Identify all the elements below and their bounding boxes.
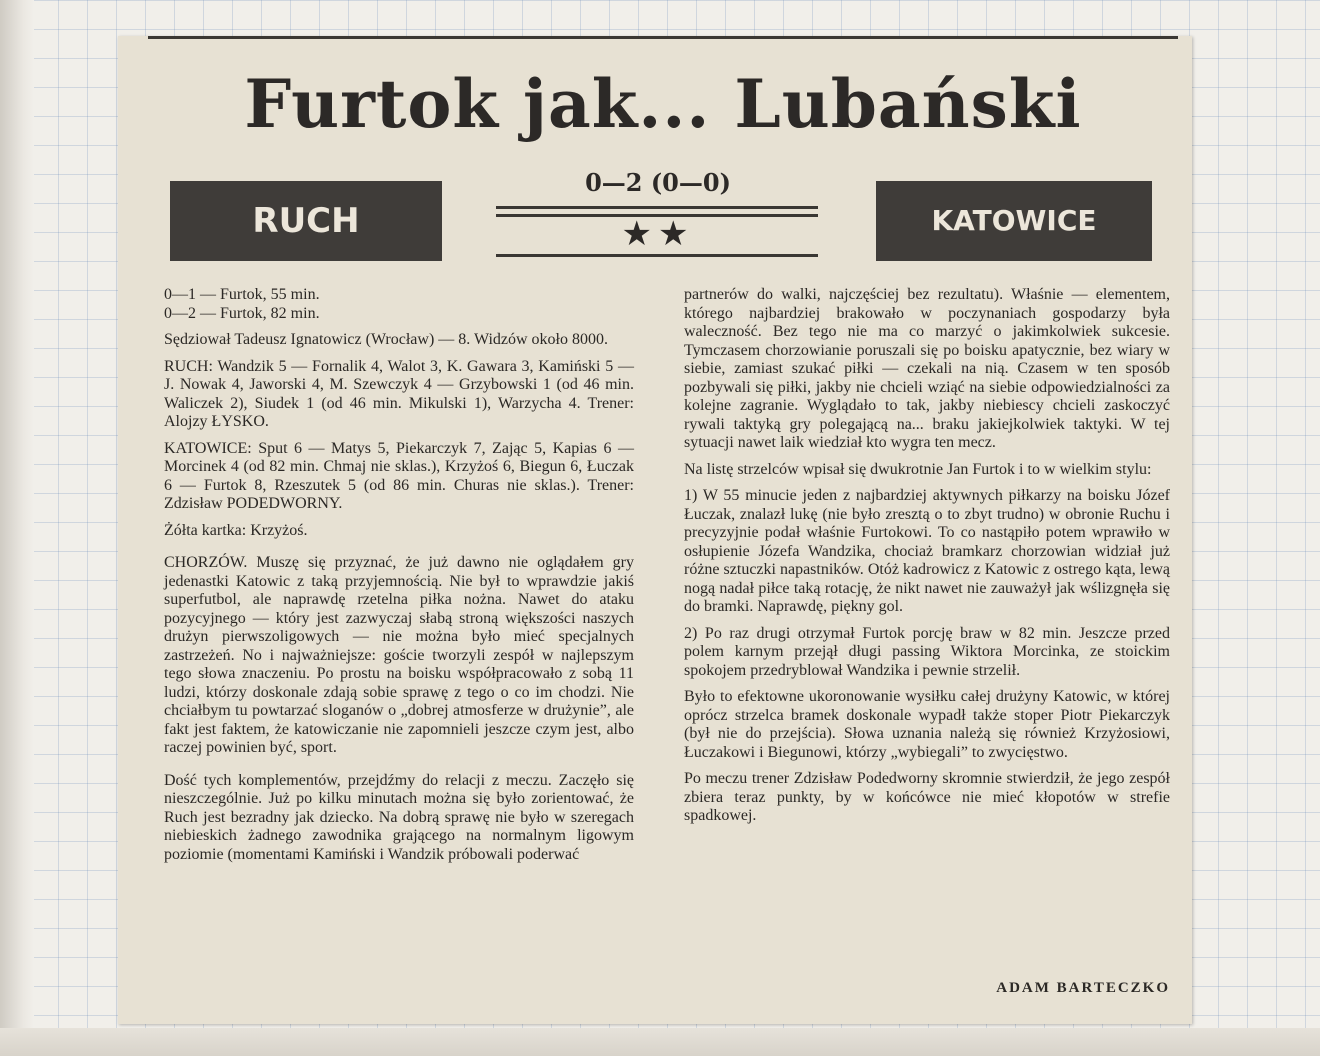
article-paragraph: 2) Po raz drugi otrzymał Furtok porcję braw w 82 min. Jeszcze przed polem karnym przejął długi passing Wiktora Morcinka, ze stoickim spokojem przedryblował Wandzika i pewnie strzelił. [684,624,1170,679]
home-team-banner: RUCH [170,181,442,261]
article-paragraph: Było to efektowne ukoronowanie wysiłku całej drużyny Katowic, w której oprócz strzelca bramek doskonale wypadł także stoper Piotr Piekarczyk (był nie do przejścia). Słowa uznania należą się również Krzyżosiowi, Łuczakowi i Biegunowi, którzy „wybiegali” to zwycięstwo. [684,688,1170,761]
yellow-card: Żółta kartka: Krzyżoś. [164,521,308,539]
referee-attendance: Sędziował Tadeusz Ignatowicz (Wrocław) — 8. Widzów około 8000. [164,331,608,348]
score-rule-lower [496,254,818,257]
match-score: 0—2 (0—0) [585,168,731,197]
right-column [684,286,1170,826]
lineup-ruch: RUCH: Wandzik 5 — Fornalik 4, Walot 3, K. Gawara 3, Kamiński 5 — J. Nowak 4, Jaworski 4, M. Szewczyk 4 — Grzybowski 1 (od 46 min. Waliczek 2), Siudek 1 (od 46 min. Mikulski 1), Warzycha 4. Trener: Alojzy ŁYSKO. [164,357,634,430]
rating-stars: ★★ [621,216,695,253]
top-rule [148,36,1178,39]
goal-line: 0—1 — Furtok, 55 min. [164,286,320,303]
author-byline: ADAM BARTECZKO [996,980,1170,996]
newspaper-clipping [118,36,1192,1024]
away-team-banner: KATOWICE [876,181,1152,261]
article-paragraph: 1) W 55 minucie jeden z najbardziej aktywnych piłkarzy na boisku Józef Łuczak, znalazł lukę (nie było zresztą o to zbyt trudno) w obronie Ruchu i precyzyjnie podał właśnie Furtokowi. To co nastąpiło potem wprawiło w osłupienie Józefa Wandzika, chociaż bramkarz chorzowian widział już różne sztuczki napastników. Otóż kadrowicz z Katowic z ostrego kąta, lewą nogą nadał piłce taką rotację, że nikt nawet nie zauważył jak wślizgnęła się do bramki. Naprawdę, piękny gol. [684,487,1170,615]
notebook-bottom-edge [0,1028,1320,1056]
article-paragraph: Po meczu trener Zdzisław Podedworny skromnie stwierdził, że jego zespół zbiera teraz punkty, by w końcówce nie mieć kłopotów w strefie spadkowej. [684,770,1170,824]
notebook-binding [0,0,34,1056]
goal-line: 0—2 — Furtok, 82 min. [164,304,320,322]
article-paragraph: Na listę strzelców wpisał się dwukrotnie Jan Furtok i to w wielkim stylu: [684,460,1152,478]
left-column [164,286,634,864]
article-paragraph: Dość tych komplementów, przejdźmy do relacji z meczu. Zaczęło się nieszczególnie. Już po kilku minutach można się było zorientować, że Ruch jest bezradny jak dziecko. Na dobrą sprawę nie było w szeregach niebieskich żadnego zawodnika grającego na normalnym ligowym poziomie (momentami Kamiński i Wandzik próbowali poderwać [164,771,634,863]
article-paragraph: CHORZÓW. Muszę się przyznać, że już dawno nie oglądałem gry jedenastki Katowic z taką przyjemnością. Nie był to wprawdzie jakiś superfutbol, ale naprawdę rzetelna piłka nożna. Nawet do ataku pozycyjnego — który jest zazwyczaj słabą stroną większości naszych drużyn pierwszoligowych — nie można było mieć specjalnych zastrzeżeń. No i najważniejsze: goście tworzyli zespół w najlepszym tego słowa znaczeniu. Po prostu na boisku współpracowało z sobą 11 ludzi, którzy doskonale zdają sobie sprawę z tego o co im chodzi. Nie chciałbym tu powtarzać sloganów o „dobrej atmosferze w drużynie”, ale fakt jest faktem, że katowiczanie nie zapomnieli jeszcze czym jest, albo raczej powinien być, sport. [164,554,634,756]
score-rule-upper [496,206,818,209]
headline: Furtok jak... Lubański [244,65,1082,143]
article-paragraph: partnerów do walki, najczęściej bez rezultatu). Właśnie — elementem, którego najbardziej brakowało w poczynaniach gospodarzy była waleczność. Bez tego nie ma co marzyć o jakimkolwiek sukcesie. Tymczasem chorzowianie poruszali się po boisku apatycznie, bez wiary w siebie, zamiast szukać piłki — czekali na nią. Czasem w ten sposób pozbywali się piłki, jakby nie chcieli wziąć na siebie odpowiedzialności za kolejne zagranie. Wyglądało to tak, jakby niebiescy chcieli zaskoczyć rywali taktyką gry polegającą na... braku jakiejkolwiek taktyki. W tej sytuacji nawet laik wiedział kto wygra ten mecz. [684,286,1170,451]
lineup-katowice: KATOWICE: Sput 6 — Matys 5, Piekarczyk 7, Zając 5, Kapias 6 — Morcinek 4 (od 82 min. Chmaj nie sklas.), Krzyżoś 6, Biegun 6, Łuczak 6 — Furtok 8, Rzeszutek 5 (od 86 min. Churas nie sklas.). Trener: Zdzisław PODEDWORNY. [164,439,634,512]
